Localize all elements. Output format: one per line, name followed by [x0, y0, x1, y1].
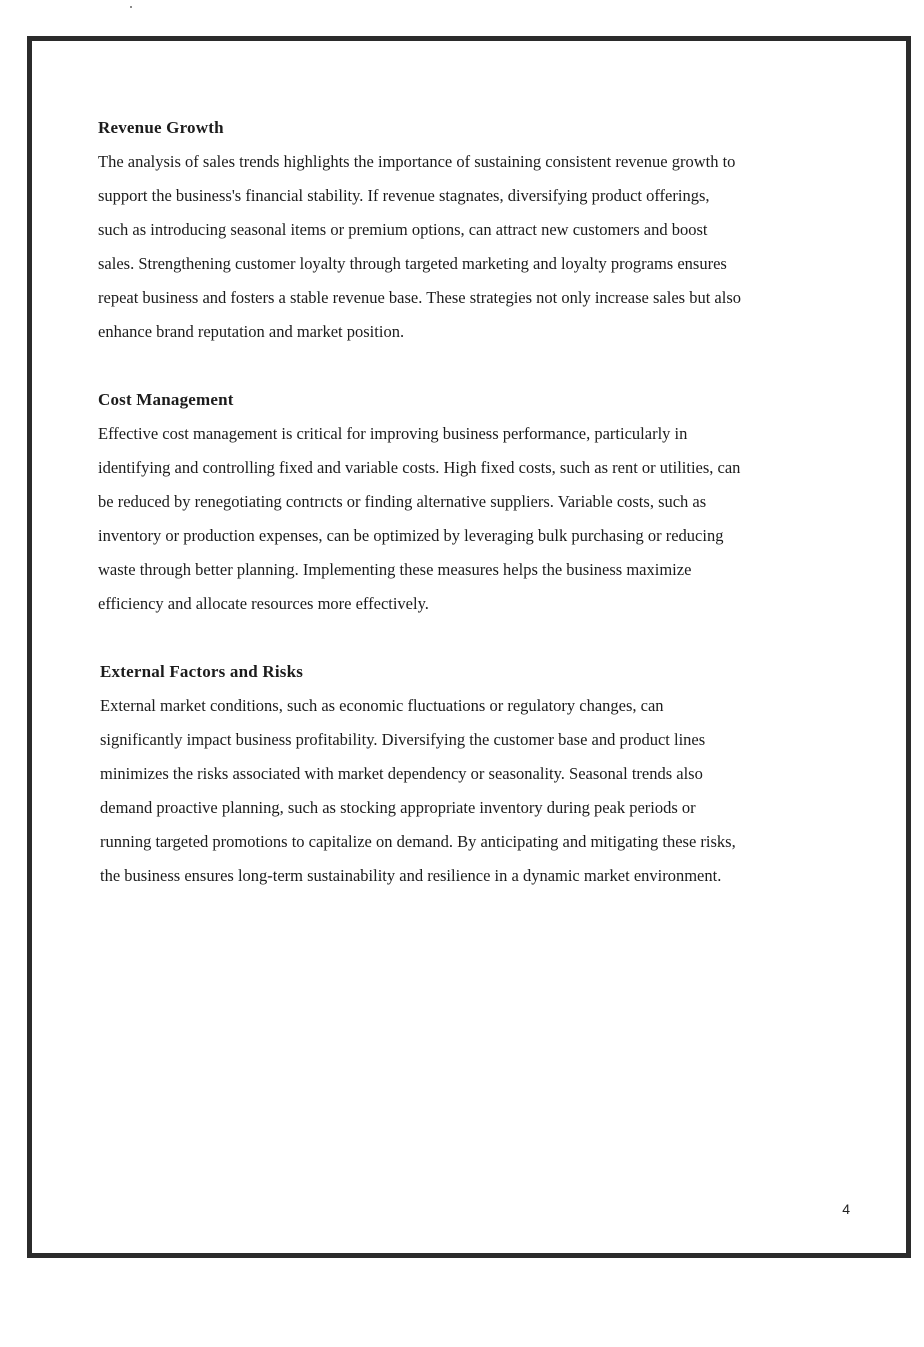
body-line: the business ensures long-term sustainability and resilience in a dynamic market environment.	[100, 866, 722, 885]
body-line: External market conditions, such as economic fluctuations or regulatory changes, can	[100, 696, 664, 715]
section-body	[98, 145, 858, 349]
section-external-factors	[100, 661, 860, 893]
section-heading: External Factors and Risks	[100, 662, 304, 681]
page-number: 4	[842, 1201, 850, 1217]
body-line: waste through better planning. Implementing these measures helps the business maximize	[98, 560, 692, 579]
body-line: inventory or production expenses, can be optimized by leveraging bulk purchasing or reducing	[98, 526, 724, 545]
body-line: sales. Strengthening customer loyalty through targeted marketing and loyalty programs ensures	[98, 254, 727, 273]
body-line: support the business's financial stability. If revenue stagnates, diversifying product offerings,	[98, 186, 710, 205]
section-heading: Cost Management	[98, 390, 234, 409]
body-line: The analysis of sales trends highlights the importance of sustaining consistent revenue growth to	[98, 152, 736, 171]
body-line: significantly impact business profitability. Diversifying the customer base and product lines	[100, 730, 706, 749]
section-body	[98, 417, 858, 621]
body-line: Effective cost management is critical for improving business performance, particularly in	[98, 424, 688, 443]
body-line: such as introducing seasonal items or premium options, can attract new customers and boost	[98, 220, 708, 239]
section-cost-management	[98, 389, 858, 621]
body-line: identifying and controlling fixed and variable costs. High fixed costs, such as rent or utilities, can	[98, 458, 741, 477]
body-line: running targeted promotions to capitalize on demand. By anticipating and mitigating these risks,	[100, 832, 736, 851]
body-line: minimizes the risks associated with market dependency or seasonality. Seasonal trends also	[100, 764, 703, 783]
page-border	[27, 36, 911, 1258]
section-body	[100, 689, 860, 893]
section-heading: Revenue Growth	[98, 118, 224, 137]
body-line: enhance brand reputation and market position.	[98, 322, 405, 341]
body-line: demand proactive planning, such as stocking appropriate inventory during peak periods or	[100, 798, 696, 817]
body-line: efficiency and allocate resources more effectively.	[98, 594, 429, 613]
body-line: be reduced by renegotiating contrıcts or finding alternative suppliers. Variable costs, such as	[98, 492, 707, 511]
scan-speck	[130, 6, 132, 8]
section-revenue-growth	[98, 117, 858, 349]
body-line: repeat business and fosters a stable revenue base. These strategies not only increase sales but also	[98, 288, 741, 307]
